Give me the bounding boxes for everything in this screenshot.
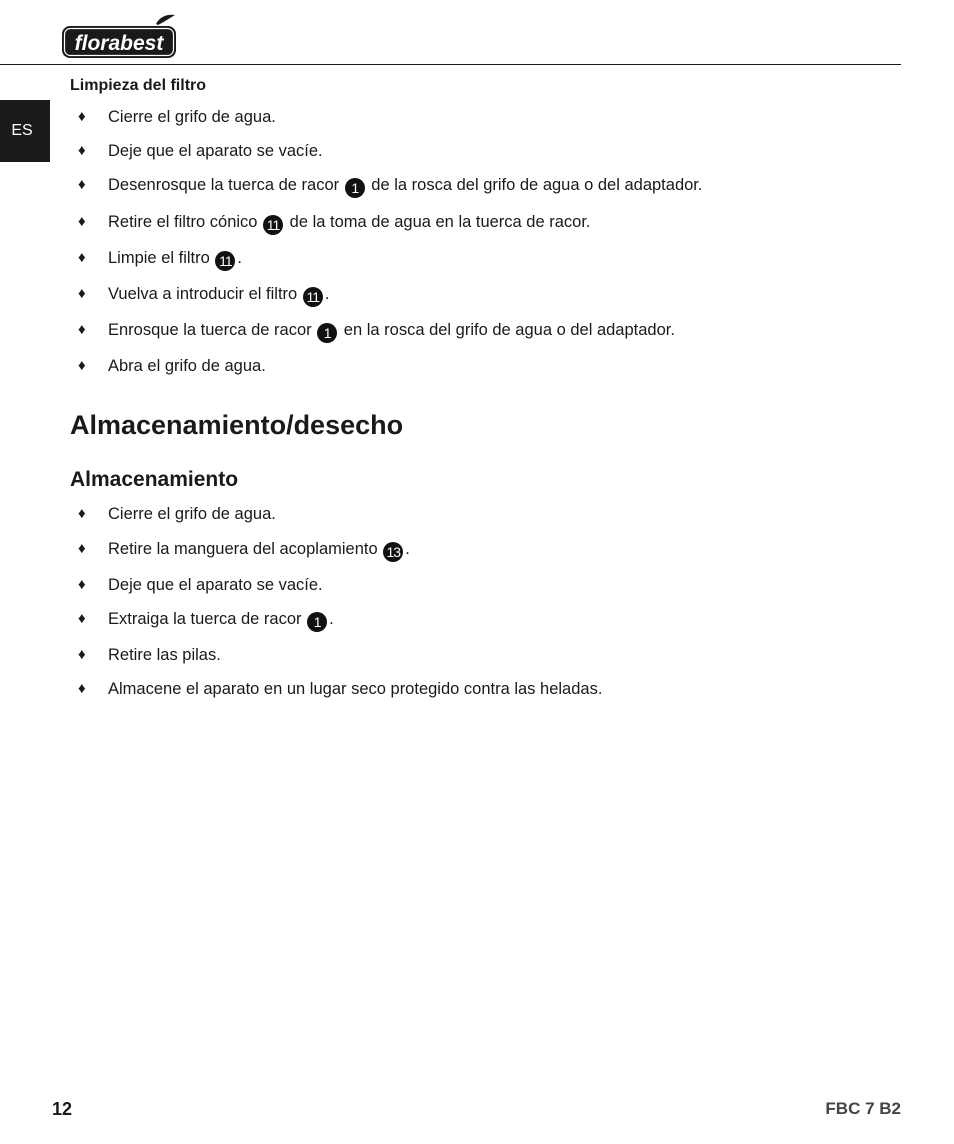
- page-number: 12: [52, 1099, 73, 1119]
- diamond-bullet-icon: ♦: [78, 646, 86, 664]
- diamond-bullet-icon: ♦: [78, 575, 86, 593]
- storage-disposal-heading: Almacenamiento/desecho: [70, 410, 404, 441]
- list-item: [70, 140, 900, 162]
- list-item: [70, 283, 900, 307]
- part-number-badge: 1: [307, 612, 327, 632]
- storage-steps: [70, 503, 900, 700]
- list-item: [70, 174, 900, 198]
- list-item: [70, 247, 900, 271]
- step-text: Retire la manguera del acoplamiento: [108, 539, 383, 558]
- step-text-continued: de la toma de agua en la tuerca de racor.: [285, 212, 591, 231]
- model-number: FBC 7 B2: [825, 1099, 901, 1118]
- list-item: [70, 678, 900, 700]
- step-text-continued: .: [329, 609, 334, 628]
- diamond-bullet-icon: ♦: [78, 212, 86, 230]
- step-text: Almacene el aparato en un lugar seco protegido contra las heladas.: [108, 680, 603, 699]
- list-item: [70, 644, 900, 666]
- step-text: Deje que el aparato se vacíe.: [108, 142, 323, 161]
- step-text: Cierre el grifo de agua.: [108, 108, 276, 126]
- list-item: [70, 319, 900, 343]
- step-text: Limpie el filtro: [108, 248, 215, 267]
- step-text-continued: de la rosca del grifo de agua o del adaptador.: [366, 176, 703, 195]
- diamond-bullet-icon: ♦: [78, 357, 86, 375]
- part-number-badge: 1: [345, 178, 365, 198]
- step-text: Deje que el aparato se vacíe.: [108, 575, 323, 594]
- part-number-badge: 11: [215, 251, 235, 271]
- step-text: Extraiga la tuerca de racor: [108, 609, 307, 628]
- step-text: Enrosque la tuerca de racor: [108, 321, 317, 340]
- filter-cleaning-steps: [70, 106, 900, 377]
- list-item: [70, 211, 900, 235]
- step-text-continued: .: [324, 284, 330, 303]
- part-number-badge: 13: [383, 542, 403, 562]
- diamond-bullet-icon: ♦: [78, 248, 86, 266]
- step-text: Cierre el grifo de agua.: [108, 505, 276, 524]
- step-text-continued: en la rosca del grifo de agua o del adaptador.: [339, 321, 675, 340]
- list-item: [70, 503, 900, 525]
- diamond-bullet-icon: ♦: [78, 321, 86, 339]
- florabest-logo: [60, 14, 178, 60]
- part-number-badge: 11: [263, 215, 283, 235]
- brand-wordmark: florabest: [74, 32, 164, 55]
- diamond-bullet-icon: ♦: [78, 284, 86, 302]
- step-text-continued: .: [237, 248, 242, 267]
- part-number-badge: 1: [317, 323, 337, 343]
- language-tab: [0, 100, 50, 162]
- step-text: Desenrosque la tuerca de racor: [108, 176, 344, 195]
- filter-cleaning-heading: Limpieza del filtro: [70, 77, 207, 94]
- list-item: [70, 355, 900, 377]
- diamond-bullet-icon: ♦: [78, 609, 86, 627]
- diamond-bullet-icon: ♦: [78, 539, 86, 557]
- list-item: [70, 608, 900, 632]
- page-content: [70, 74, 900, 712]
- language-tab-label: ES: [11, 122, 33, 139]
- diamond-bullet-icon: ♦: [78, 176, 86, 194]
- diamond-bullet-icon: ♦: [78, 505, 86, 523]
- header-divider: [0, 64, 901, 65]
- list-item: [70, 538, 900, 562]
- list-item: [70, 106, 900, 128]
- part-number-badge: 11: [303, 287, 323, 307]
- storage-heading: Almacenamiento: [70, 468, 239, 492]
- list-item: [70, 574, 900, 596]
- diamond-bullet-icon: ♦: [78, 142, 86, 160]
- step-text: Retire las pilas.: [108, 646, 221, 665]
- diamond-bullet-icon: ♦: [78, 680, 86, 698]
- diamond-bullet-icon: ♦: [78, 108, 86, 125]
- step-text: Vuelva a introducir el filtro: [108, 284, 302, 303]
- step-text: Abra el grifo de agua.: [108, 357, 266, 376]
- step-text: Retire el filtro cónico: [108, 212, 263, 231]
- step-text-continued: .: [405, 539, 410, 558]
